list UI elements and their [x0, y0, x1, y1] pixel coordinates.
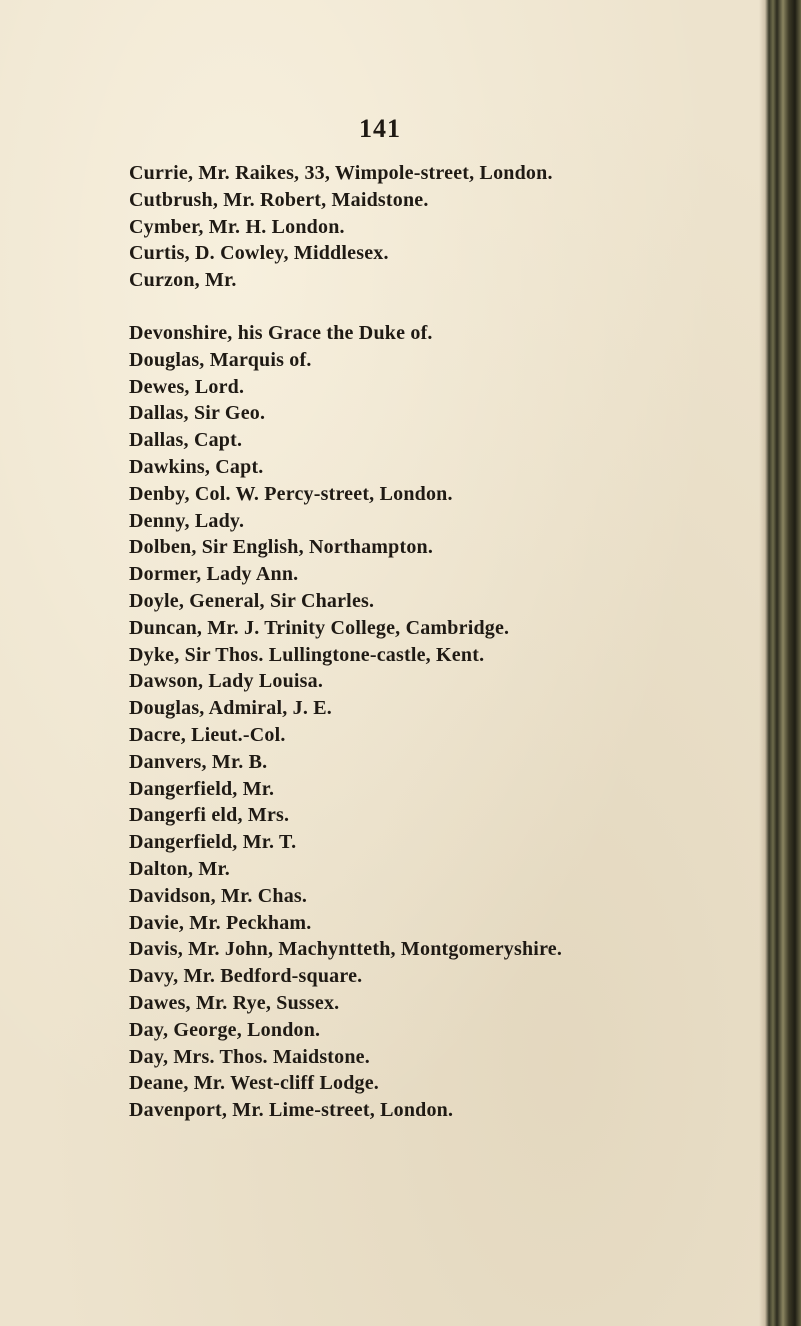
list-item: Dyke, Sir Thos. Lullingtone-castle, Kent. [129, 643, 485, 666]
list-item: Douglas, Admiral, J. E. [129, 697, 332, 720]
list-item: Davis, Mr. John, Machyntteth, Montgomeryshire. [129, 938, 563, 961]
list-item: Cutbrush, Mr. Robert, Maidstone. [129, 188, 429, 211]
list-item: Dolben, Sir English, Northampton. [129, 536, 434, 559]
list-item: Davenport, Mr. Lime-street, London. [129, 1099, 454, 1122]
list-item: Danvers, Mr. B. [129, 750, 268, 773]
list-item: Davy, Mr. Bedford-square. [129, 965, 363, 988]
subscriber-list [129, 160, 769, 1124]
page-number: 141 [359, 114, 401, 143]
list-item: Dangerfield, Mr. [129, 777, 275, 800]
list-item: Dacre, Lieut.-Col. [129, 723, 286, 746]
list-item: Day, Mrs. Thos. Maidstone. [129, 1045, 370, 1068]
list-item: Dawkins, Capt. [129, 455, 264, 478]
list-item: Doyle, General, Sir Charles. [129, 589, 375, 612]
list-item: Deane, Mr. West-cliff Lodge. [129, 1072, 380, 1095]
list-item: Dawes, Mr. Rye, Sussex. [129, 991, 340, 1014]
list-item: Denny, Lady. [129, 509, 245, 532]
list-item: Devonshire, his Grace the Duke of. [129, 321, 433, 344]
list-item: Dangerfi eld, Mrs. [129, 804, 290, 827]
list-item: Cymber, Mr. H. London. [129, 215, 345, 238]
list-item: Duncan, Mr. J. Trinity College, Cambridge. [129, 616, 510, 639]
list-item: Douglas, Marquis of. [129, 348, 312, 371]
list-item: Denby, Col. W. Percy-street, London. [129, 482, 453, 505]
list-item: Dangerfield, Mr. T. [129, 831, 297, 854]
list-item: Curtis, D. Cowley, Middlesex. [129, 242, 389, 265]
list-item: Dallas, Sir Geo. [129, 402, 266, 425]
list-item: Currie, Mr. Raikes, 33, Wimpole-street, London. [129, 162, 553, 184]
list-item: Dormer, Lady Ann. [129, 563, 299, 586]
list-item: Dallas, Capt. [129, 429, 243, 452]
list-item: Davidson, Mr. Chas. [129, 884, 308, 907]
list-item: Curzon, Mr. [129, 269, 237, 292]
list-item: Dewes, Lord. [129, 375, 245, 398]
list-item: Dawson, Lady Louisa. [129, 670, 324, 693]
list-item: Day, George, London. [129, 1018, 321, 1041]
list-item: Dalton, Mr. [129, 857, 230, 880]
list-item: Davie, Mr. Peckham. [129, 911, 312, 934]
